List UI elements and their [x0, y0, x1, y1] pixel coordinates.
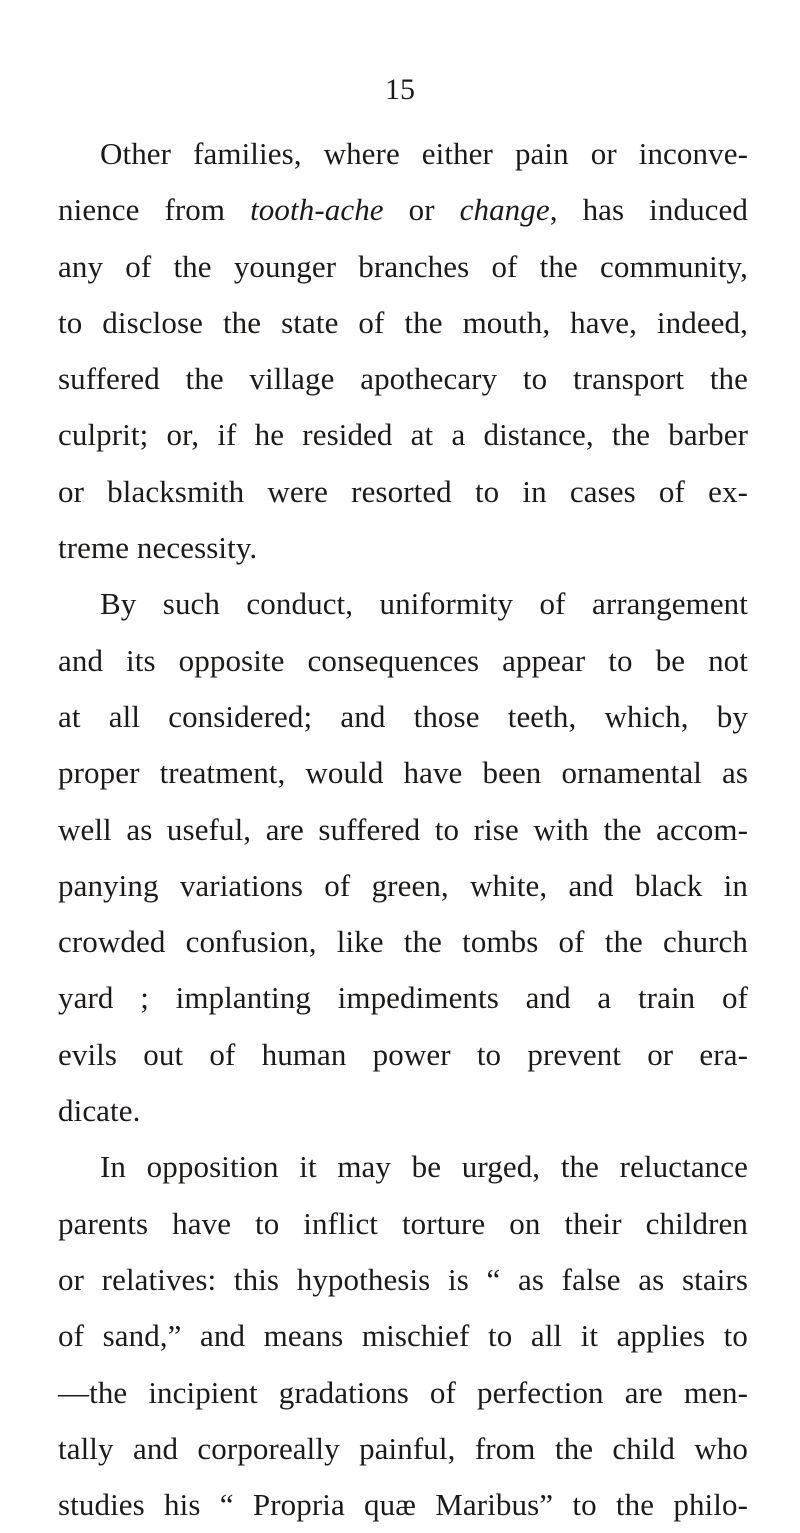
text-line: —the incipient gradations of perfection are men-	[58, 1374, 748, 1410]
text-line: or relatives: this hypothesis is “ as false as stairs	[58, 1261, 748, 1297]
text-line: any of the younger branches of the community,	[58, 248, 748, 284]
text-line: yard ; implanting impediments and a train of	[58, 980, 748, 1016]
text-line: to disclose the state of the mouth, have, indeed,	[58, 304, 748, 340]
text-line: By such conduct, uniformity of arrangement	[100, 586, 748, 622]
text-line: parents have to inflict torture on their children	[58, 1205, 748, 1241]
text-line: well as useful, are suffered to rise with the accom-	[58, 811, 748, 847]
text-line: or blacksmith were resorted to in cases of ex-	[58, 473, 748, 509]
text-line: studies his “ Propria quæ Maribus” to the philo-	[58, 1487, 748, 1523]
body-text	[58, 126, 748, 1533]
italic-term: change	[459, 192, 550, 228]
text-line: treme necessity.	[58, 530, 258, 566]
text-line: nience from tooth-ache or change, has induced	[58, 192, 748, 228]
text-line: evils out of human power to prevent or era-	[58, 1036, 748, 1072]
text-line: of sand,” and means mischief to all it applies to	[58, 1318, 748, 1354]
text-line: at all considered; and those teeth, which, by	[58, 698, 748, 734]
italic-term: tooth-ache	[250, 192, 384, 228]
text-line: In opposition it may be urged, the reluctance	[100, 1149, 748, 1185]
text-line: panying variations of green, white, and black in	[58, 867, 748, 903]
text-line: dicate.	[58, 1093, 141, 1129]
text-line: tally and corporeally painful, from the child who	[58, 1430, 748, 1466]
page-number: 15	[385, 73, 415, 106]
text-line: proper treatment, would have been ornamental as	[58, 755, 748, 791]
text-line: crowded confusion, like the tombs of the church	[58, 924, 748, 960]
text-line: and its opposite consequences appear to be not	[58, 642, 748, 678]
text-line: Other families, where either pain or inconve-	[100, 136, 748, 171]
text-line: culprit; or, if he resided at a distance, the barber	[58, 417, 748, 453]
text-line: suffered the village apothecary to transport the	[58, 361, 748, 397]
